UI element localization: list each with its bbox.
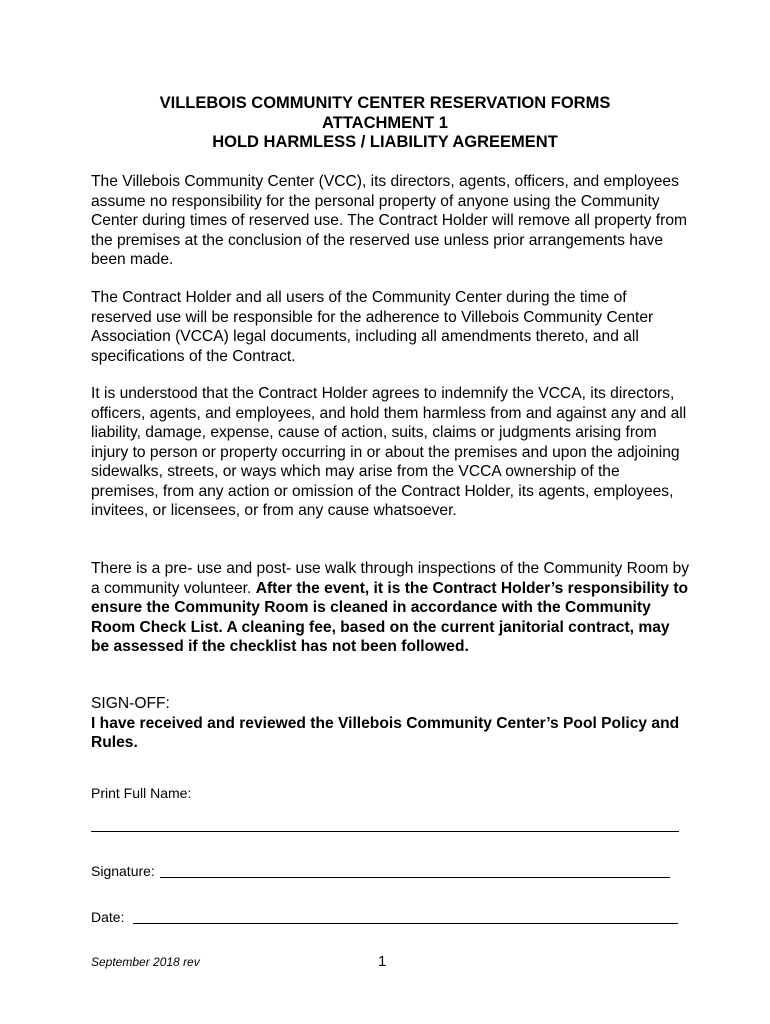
signoff-label: SIGN-OFF: (91, 695, 170, 712)
paragraph-property (91, 172, 691, 270)
inspection-bold-text: After the event, it is the Contract Holder’s responsibility to ensure the Community Room is cleaned in accordance with the Community Room Check List. A cleaning fee, based on the current janitorial contract, may be assessed if the checklist has not been followed. (91, 579, 689, 655)
paragraph-indemnify (91, 384, 691, 521)
signature-label: Signature: (91, 863, 155, 879)
inspection-plain-text: There is a pre- use and post- use walk through inspections of the Community Room by a community volunteer. (91, 560, 690, 597)
date-label: Date: (91, 909, 125, 925)
paragraph-inspection (91, 559, 691, 657)
header-subtitle: HOLD HARMLESS / LIABILITY AGREEMENT (212, 133, 558, 151)
paragraph-property-text: The Villebois Community Center (VCC), its directors, agents, officers, and employees assume no responsibility for the personal property of anyone using the Community Center during times of reserved use. The Contract Holder will remove all property from the premises at the conclusion of the reserved use unless prior arrangements have been made. (91, 173, 687, 268)
signature-line[interactable] (160, 877, 670, 878)
header-title: VILLEBOIS COMMUNITY CENTER RESERVATION FORMS (159, 94, 611, 112)
page-number: 1 (378, 953, 387, 970)
print-name-label: Print Full Name: (91, 785, 192, 801)
paragraph-responsibility (91, 288, 691, 366)
paragraph-indemnify-text: It is understood that the Contract Holder agrees to indemnify the VCCA, its directors, officers, agents, and employees, and hold them harmless from and against any and all liability, damage, expense, cause of action, suits, claims or judgments arising from injury to person or property occurring in or about the premises and upon the adjoining sidewalks, streets, or ways which may arise from the VCCA ownership of the premises, from any action or omission of the Contract Holder, its agents, employees, invitees, or licensees, or from any cause whatsoever. (91, 385, 687, 519)
header-attachment: ATTACHMENT 1 (322, 113, 448, 132)
revision-footer: September 2018 rev (91, 955, 200, 969)
paragraph-responsibility-text: The Contract Holder and all users of the Community Center during the time of reserved use will be responsible for the adherence to Villebois Community Center Association (VCCA) legal documents, including all amendments thereto, and all specifications of the Contract. (91, 289, 654, 365)
print-name-line[interactable] (91, 831, 679, 832)
signoff-statement: I have received and reviewed the Villebois Community Center’s Pool Policy and Rules. (91, 714, 680, 751)
date-line[interactable] (133, 923, 678, 924)
paragraph-inspection-text (91, 559, 691, 657)
signoff-section (91, 694, 691, 753)
document-header (0, 94, 770, 153)
